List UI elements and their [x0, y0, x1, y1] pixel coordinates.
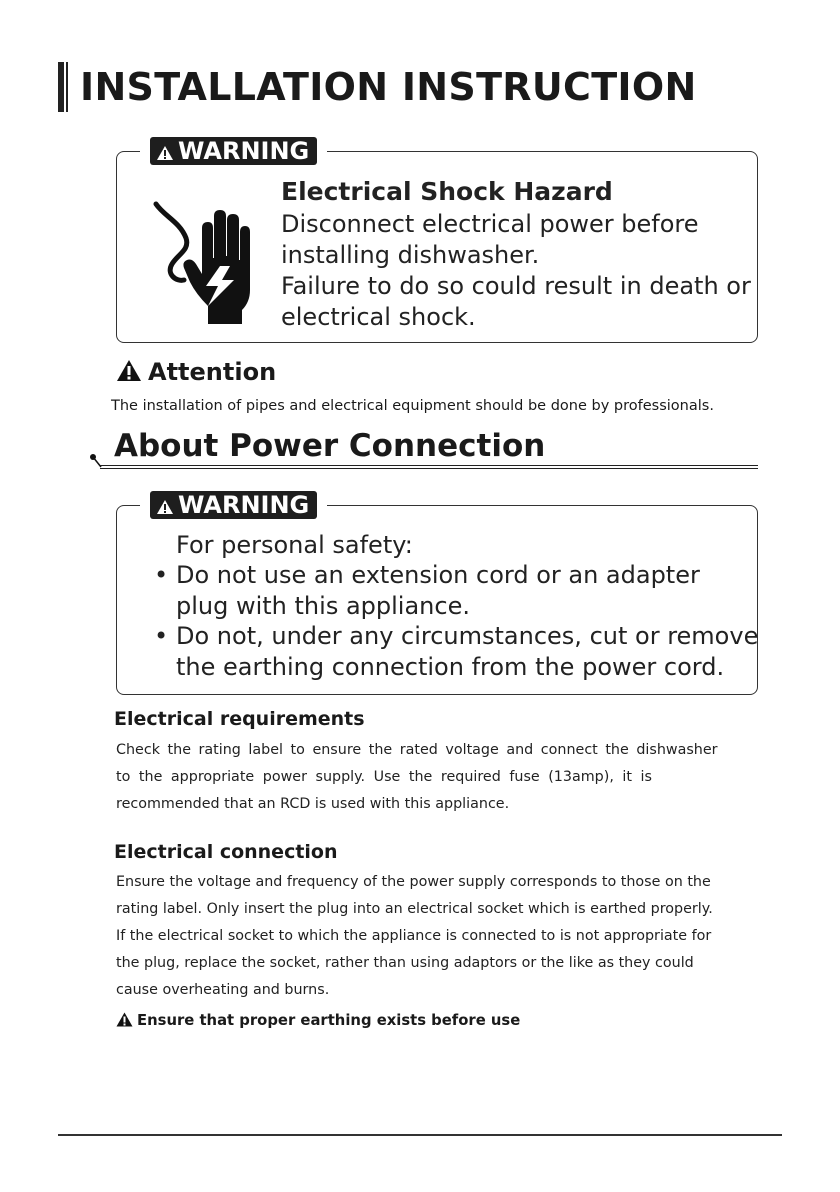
bullet-dot: •	[154, 561, 169, 589]
hazard-text-line: Failure to do so could result in death or	[281, 272, 751, 300]
warning-label-text: WARNING	[178, 491, 310, 519]
bullet-dot: •	[154, 622, 169, 650]
warning-label-wrap	[140, 488, 327, 522]
bullet-text-line: Do not, under any circumstances, cut or remove	[176, 622, 759, 650]
attention-heading-text: Attention	[148, 358, 277, 386]
title-bar-thick	[58, 62, 64, 112]
page-title: INSTALLATION INSTRUCTION	[80, 65, 697, 109]
body-text-line: to the appropriate power supply. Use the required fuse (13amp), it is	[116, 769, 652, 785]
body-text-line: If the electrical socket to which the appliance is connected to is not appropriate for	[116, 928, 712, 944]
section-heading-power-connection: About Power Connection	[114, 428, 546, 464]
hazard-text-line: electrical shock.	[281, 303, 476, 331]
warning-triangle-icon	[116, 359, 142, 382]
attention-text: The installation of pipes and electrical equipment should be done by professionals.	[111, 398, 714, 414]
section-rule	[100, 468, 758, 469]
body-text-line: recommended that an RCD is used with this appliance.	[116, 796, 510, 812]
body-text-line: the plug, replace the socket, rather than using adaptors or the like as they could	[116, 955, 694, 971]
body-text-line: rating label. Only insert the plug into an electrical socket which is earthed properly.	[116, 901, 713, 917]
warning-triangle-icon	[156, 499, 174, 515]
warning-triangle-icon	[116, 1012, 133, 1027]
hazard-text-line: installing dishwasher.	[281, 241, 540, 269]
hazard-title: Electrical Shock Hazard	[281, 177, 613, 206]
electrical-requirements-heading: Electrical requirements	[114, 708, 365, 730]
earthing-note-text: Ensure that proper earthing exists before use	[137, 1012, 521, 1029]
earthing-note	[116, 1012, 520, 1029]
bullet-text-line: Do not use an extension cord or an adapter	[176, 561, 700, 589]
attention-heading	[116, 356, 276, 388]
title-bar-thin	[66, 62, 68, 112]
section-rule	[100, 465, 758, 466]
footer-rule	[58, 1134, 782, 1136]
body-text-line: Check the rating label to ensure the rated voltage and connect the dishwasher	[116, 742, 718, 758]
warning-label-text: WARNING	[178, 137, 310, 165]
bullet-text-line: plug with this appliance.	[176, 592, 470, 620]
body-text-line: cause overheating and burns.	[116, 982, 330, 998]
warning-label	[150, 137, 317, 165]
warning-label-wrap	[140, 134, 327, 168]
safety-intro: For personal safety:	[176, 531, 413, 559]
body-text-line: Ensure the voltage and frequency of the power supply corresponds to those on the	[116, 874, 711, 890]
bullet-text-line: the earthing connection from the power cord.	[176, 653, 725, 681]
warning-label	[150, 491, 317, 519]
electrical-connection-heading: Electrical connection	[114, 841, 338, 863]
hazard-text-line: Disconnect electrical power before	[281, 210, 699, 238]
electric-shock-hand-icon	[150, 198, 260, 328]
warning-triangle-icon	[156, 145, 174, 161]
